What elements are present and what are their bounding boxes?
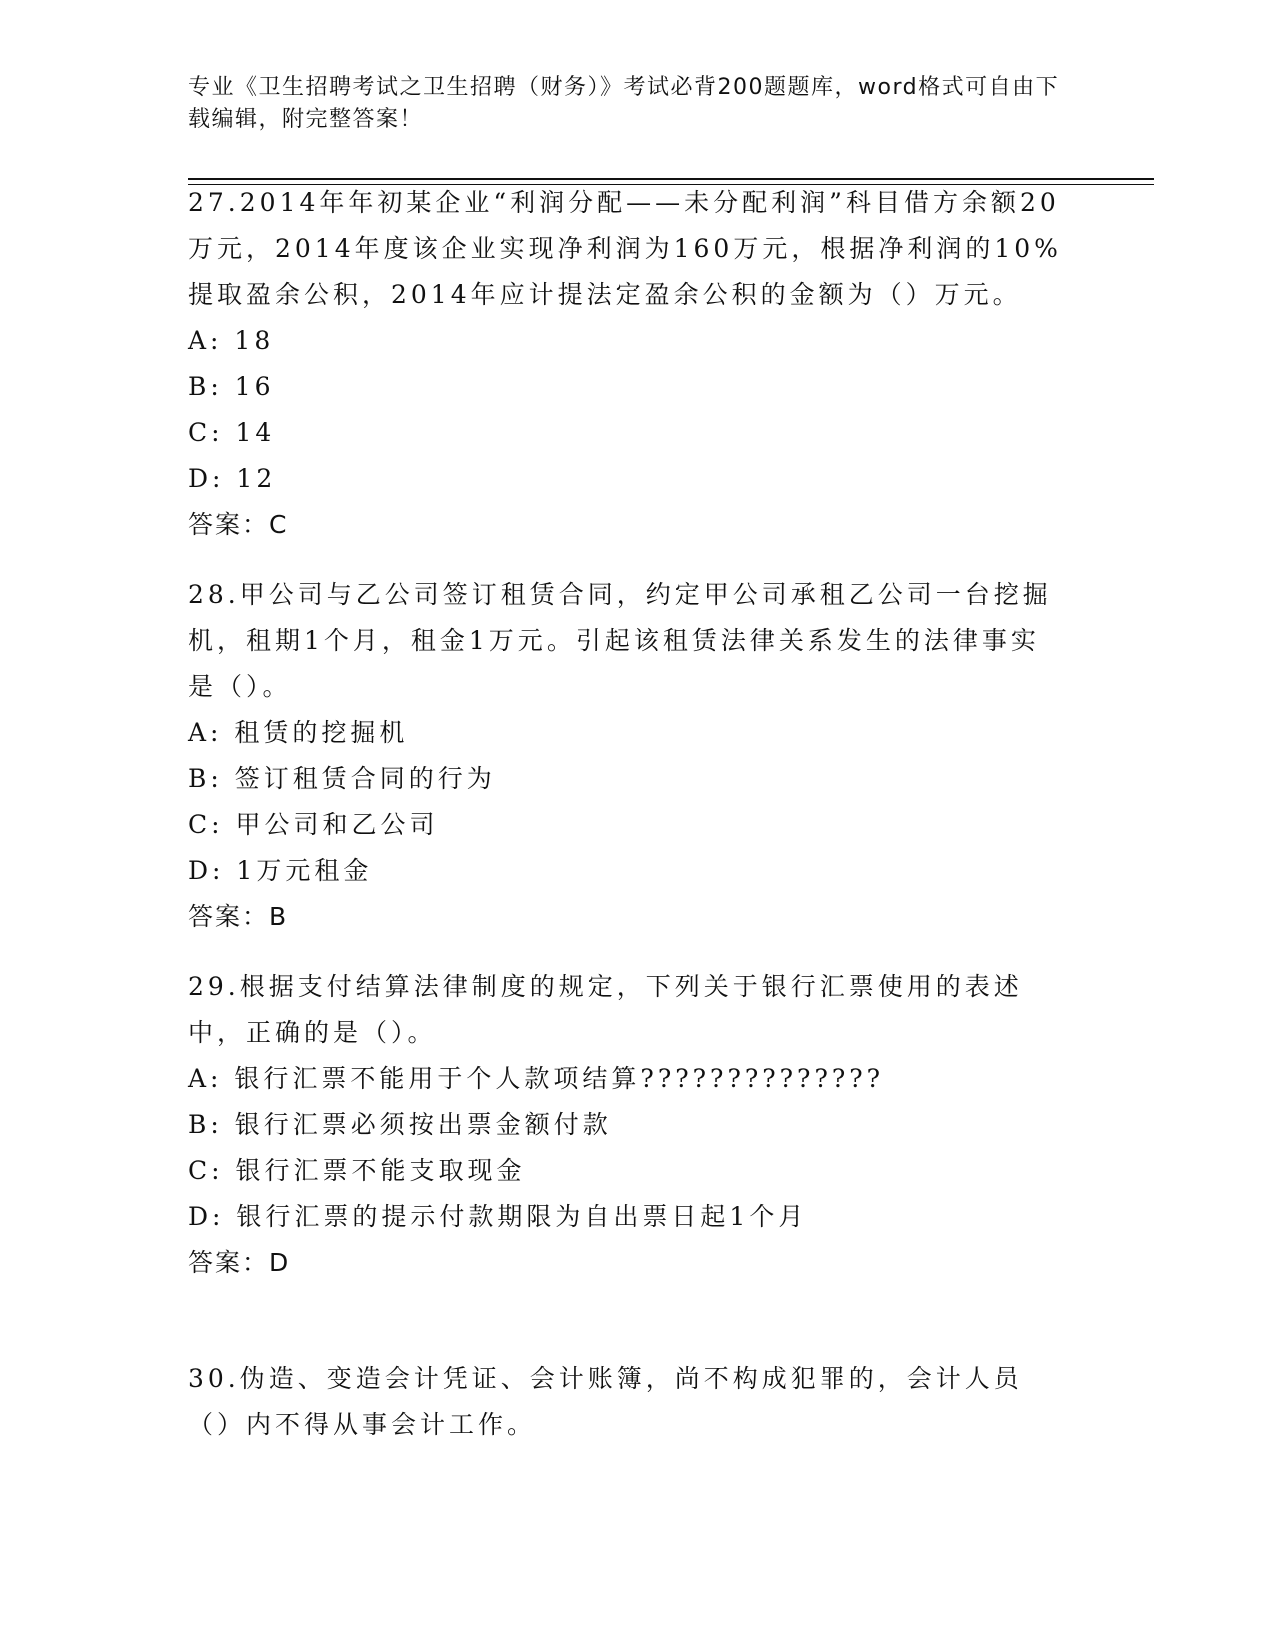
question-text: 27.2014年年初某企业“利润分配——未分配利润”科目借方余额20万元，2014年度该企业实现净利润为160万元，根据净利润的10%提取盈余公积，2014年应计提法定盈余公积的金额为（）万元。 (188, 188, 1062, 309)
option-d: D: 银行汇票的提示付款期限为自出票日起1个月 (188, 1202, 808, 1231)
option-b: B: 银行汇票必须按出票金额付款 (188, 1110, 612, 1139)
question-27 (188, 180, 1068, 548)
option-d: D: 1万元租金 (188, 856, 373, 885)
answer: 答案：D (188, 1248, 291, 1277)
question-text: 30.伪造、变造会计凭证、会计账簿，尚不构成犯罪的，会计人员（）内不得从事会计工作。 (188, 1364, 1023, 1439)
answer: 答案：C (188, 510, 289, 539)
option-a: A: 租赁的挖掘机 (188, 718, 409, 747)
option-b: B: 16 (188, 372, 275, 401)
option-b: B: 签订租赁合同的行为 (188, 764, 496, 793)
option-a: A: 银行汇票不能用于个人款项结算?????????????? (188, 1064, 885, 1093)
question-29 (188, 964, 1068, 1286)
question-text: 28.甲公司与乙公司签订租赁合同，约定甲公司承租乙公司一台挖掘机，租期1个月，租金1万元。引起该租赁法律关系发生的法律事实是（）。 (188, 580, 1052, 701)
question-text: 29.根据支付结算法律制度的规定，下列关于银行汇票使用的表述中，正确的是（）。 (188, 972, 1023, 1047)
option-d: D: 12 (188, 464, 277, 493)
option-c: C: 14 (188, 418, 276, 447)
question-30 (188, 1356, 1068, 1448)
option-a: A: 18 (188, 326, 275, 355)
question-28 (188, 572, 1068, 940)
answer: 答案：B (188, 902, 289, 931)
option-c: C: 甲公司和乙公司 (188, 810, 439, 839)
option-c: C: 银行汇票不能支取现金 (188, 1156, 526, 1185)
document-header: 专业《卫生招聘考试之卫生招聘（财务）》考试必背200题题库，word格式可自由下载编辑，附完整答案！ (188, 75, 1060, 132)
